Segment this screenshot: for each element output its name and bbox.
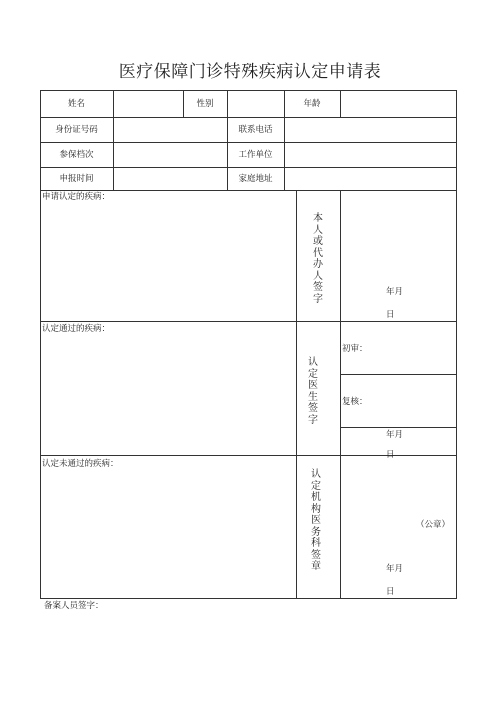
institution-seal-label: 认定机构医务科签章 (311, 469, 321, 572)
approved-disease-field[interactable] (41, 336, 295, 454)
review-date-year-month: 年月 (386, 430, 404, 440)
age-label: 年龄 (303, 99, 321, 109)
seal-date-year-month: 年月 (386, 564, 404, 574)
sign-date-year-month: 年月 (386, 287, 404, 297)
phone-label: 联系电话 (238, 125, 273, 135)
applied-disease-field[interactable] (41, 203, 295, 320)
filer-sign-label: 备案人员签字： (44, 601, 104, 611)
row-divider (40, 142, 457, 143)
second-review-signature-area[interactable] (370, 375, 455, 426)
rejected-disease-label: 认定未通过的疾病： (42, 459, 119, 469)
table-border-top (40, 90, 457, 91)
filer-signature-area[interactable] (110, 600, 260, 612)
sign-col-divider (296, 190, 297, 599)
applicant-sign-label: 本人或代办人签字 (313, 213, 323, 305)
id-number-label: 身份证号码 (55, 125, 98, 135)
applicant-signature-area[interactable] (341, 191, 455, 281)
name-label: 姓名 (67, 99, 85, 109)
row-divider (40, 167, 457, 168)
home-address-label: 家庭地址 (238, 174, 273, 184)
declaration-date-label: 申报时间 (59, 174, 94, 184)
review-date-day: 日 (386, 450, 395, 460)
gender-label: 性别 (196, 99, 214, 109)
first-review-label: 初审： (342, 344, 368, 354)
page-title: 医疗保障门诊特殊疾病认定申请表 (118, 62, 382, 82)
sign-date-day: 日 (386, 310, 395, 320)
row-divider (40, 117, 457, 118)
institution-seal-area[interactable] (341, 456, 455, 556)
table-border-right (456, 90, 457, 599)
review-date-day-wrapper (380, 428, 420, 460)
approved-disease-label: 认定通过的疾病： (42, 324, 111, 334)
employer-label: 工作单位 (238, 150, 273, 160)
insurance-grade-label: 参保档次 (59, 150, 94, 160)
seal-date-day: 日 (386, 587, 395, 597)
col-divider (113, 90, 114, 190)
doctor-sign-label: 认定医生签字 (308, 357, 318, 426)
official-seal-label: （公章） (416, 520, 451, 530)
table-border-bottom (40, 598, 457, 599)
first-review-signature-area[interactable] (370, 322, 455, 373)
rejected-disease-field[interactable] (41, 470, 295, 597)
col-divider (284, 117, 285, 190)
second-review-label: 复核： (342, 397, 368, 407)
applied-disease-label: 申请认定的疾病： (42, 192, 111, 202)
col-divider (340, 90, 341, 117)
